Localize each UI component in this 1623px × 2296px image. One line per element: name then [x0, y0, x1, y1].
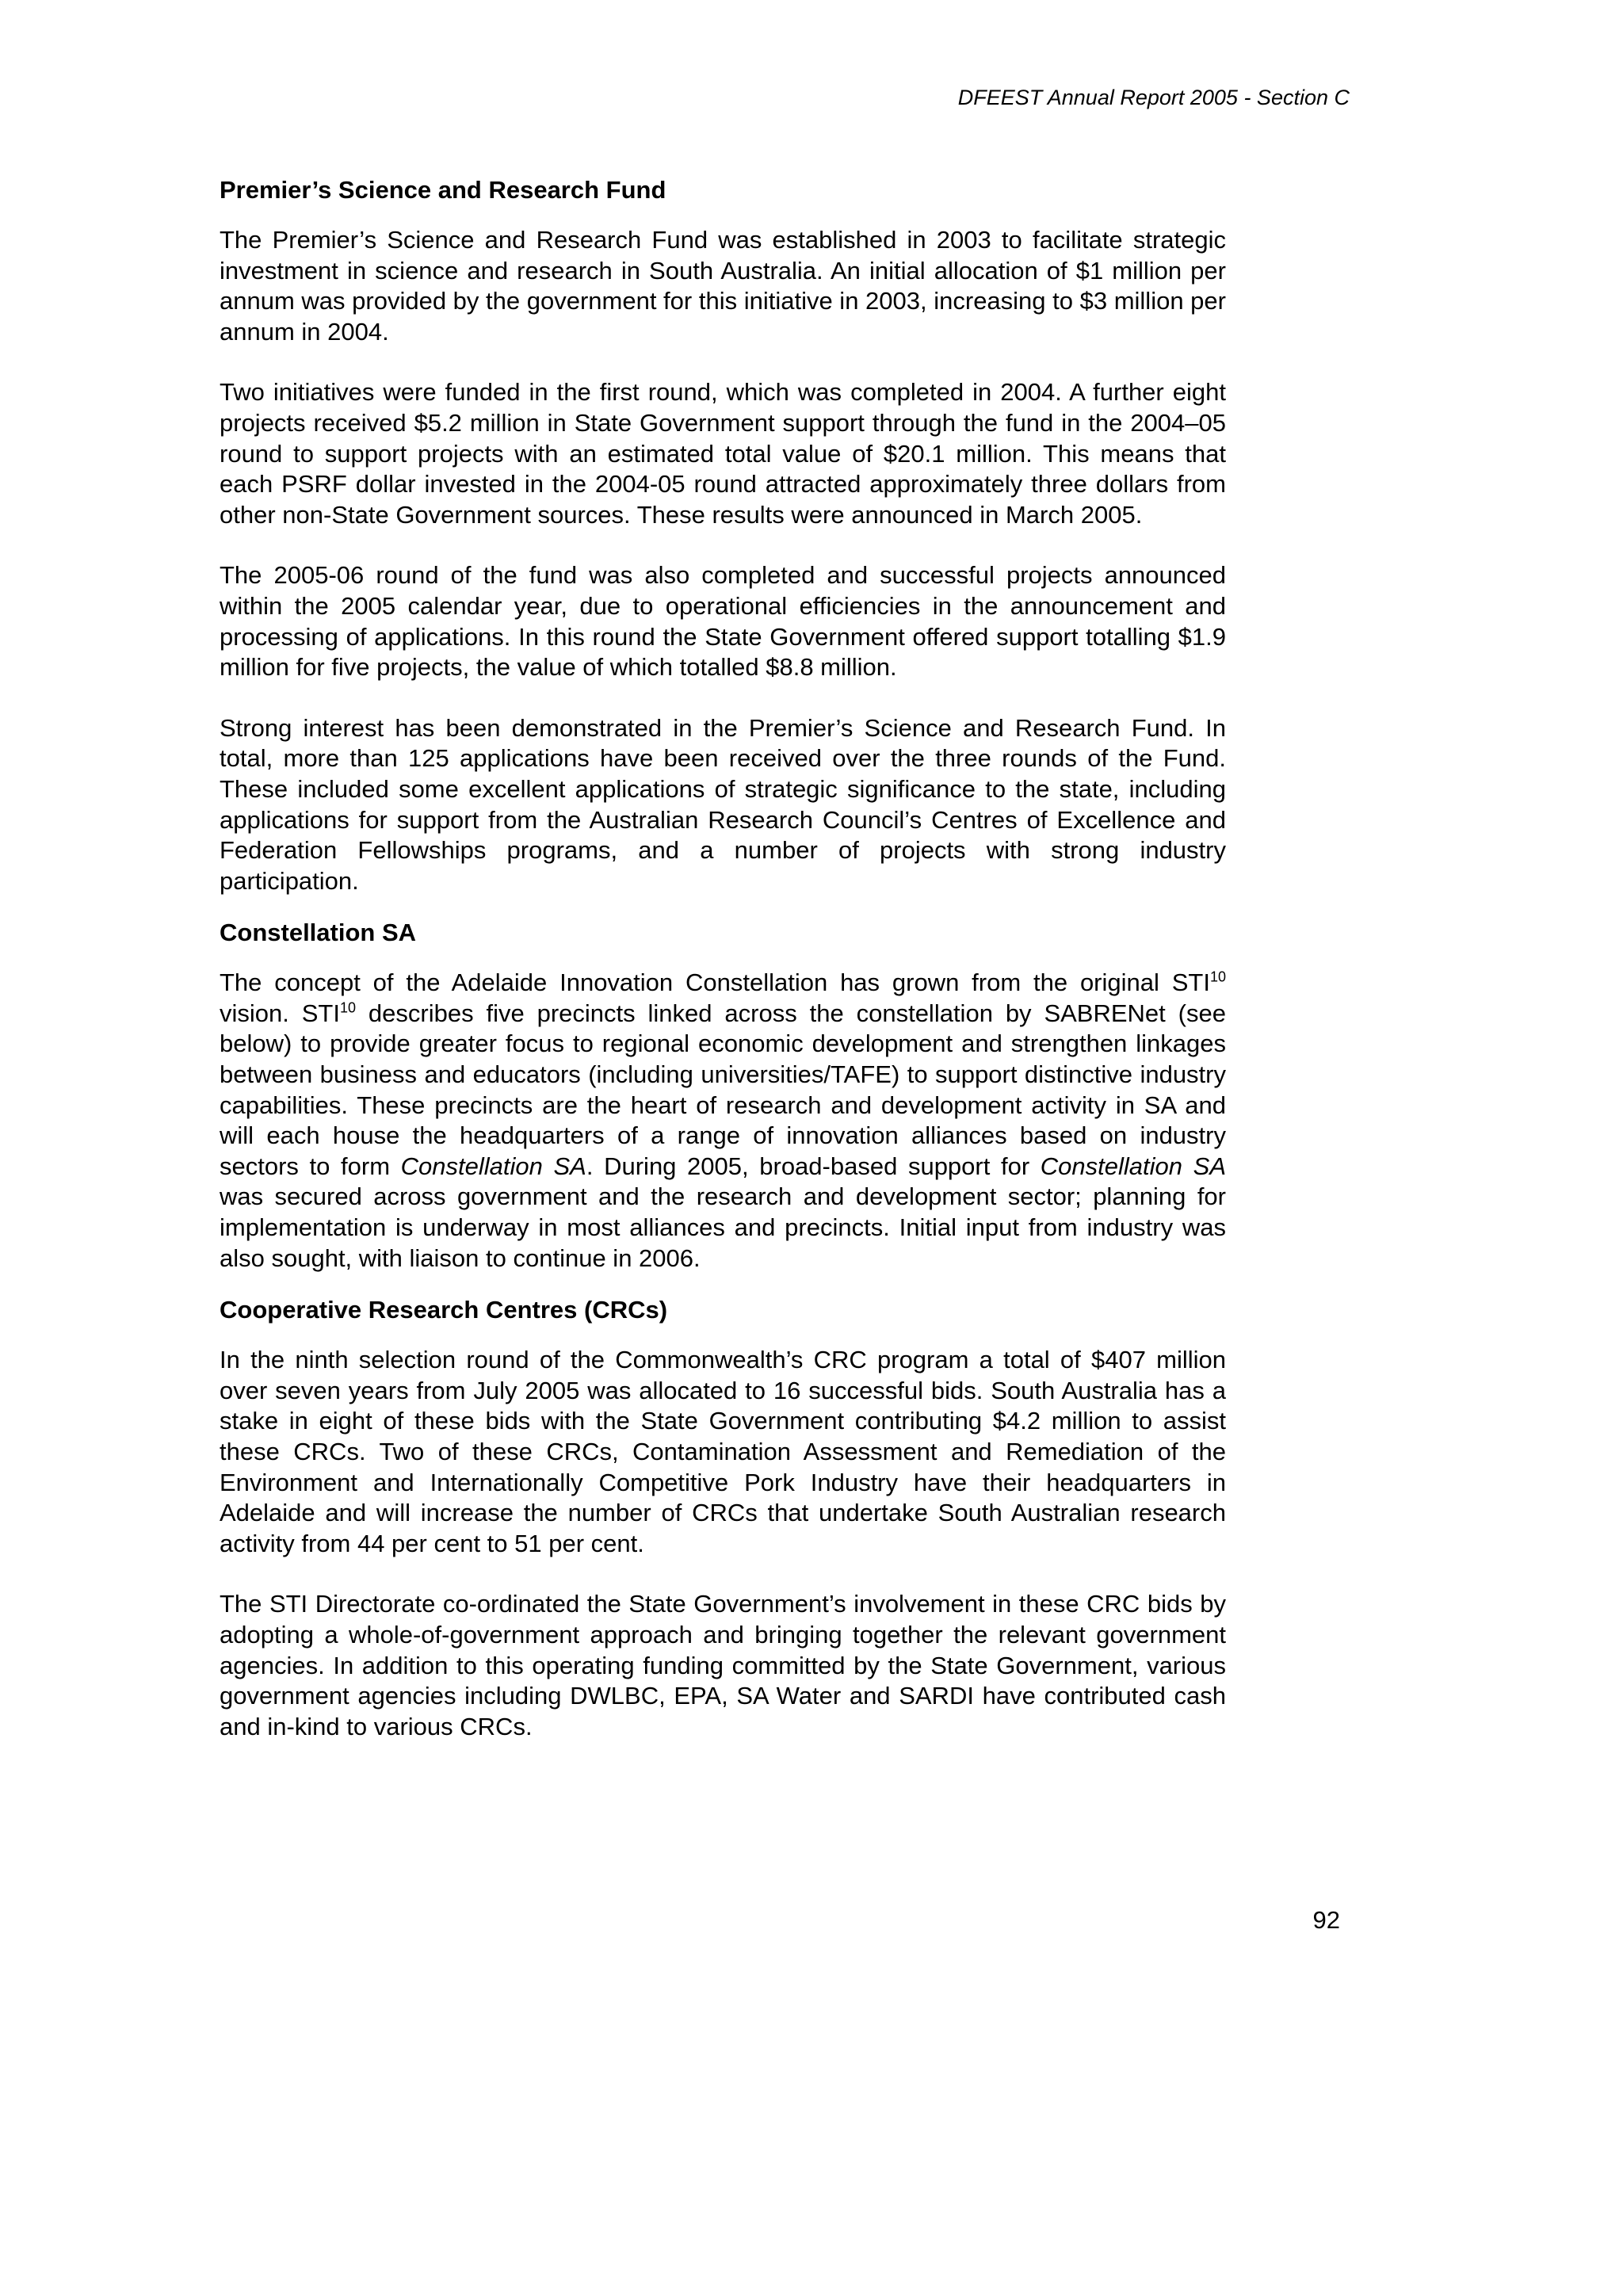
paragraph: The 2005-06 round of the fund was also completed and successful projects announced within the 2005 calendar year, due to operational efficiencies in the announcement and processing of applications. In this round the State Government offered support totalling $1.9 million for five projects, the value of which totalled $8.8 million.	[220, 561, 1226, 682]
footnote-ref: 10	[339, 999, 357, 1016]
text-run: describes five precincts linked across the constellation by SABRENet (see below) to provide greater focus to regional economic development and strengthen linkages between business and educators (including universities/TAFE) to support distinctive industry capabilities. These precincts are the heart of research and development activity in SA and will each house the headquarters of a range of innovation alliances based on industry sectors to form	[220, 999, 1226, 1180]
section-crcs	[220, 1294, 1226, 1742]
paragraph: The STI Directorate co-ordinated the State Government’s involvement in these CRC bids by adopting a whole-of-government approach and bringing together the relevant government agencies. In addition to this operating funding committed by the State Government, various government agencies including DWLBC, EPA, SA Water and SARDI have contributed cash and in-kind to various CRCs.	[220, 1590, 1226, 1740]
section-heading: Premier’s Science and Research Fund	[220, 176, 666, 204]
text-run: was secured across government and the research and development sector; planning for implementation is underway in most alliances and precincts. Initial input from industry was also sought, with liaison to continue in 2006.	[220, 1182, 1226, 1272]
paragraph: The Premier’s Science and Research Fund was established in 2003 to facilitate strategic investment in science and research in South Australia. An initial allocation of $1 million per annum was provided by the government for this initiative in 2003, increasing to $3 million per annum in 2004.	[220, 226, 1226, 346]
text-run: The concept of the Adelaide Innovation Constellation has grown from the original STI	[220, 968, 1210, 997]
italic-term: Constellation SA	[400, 1152, 586, 1180]
paragraph	[220, 968, 1226, 1274]
paragraph: In the ninth selection round of the Commonwealth’s CRC program a total of $407 million over seven years from July 2005 was allocated to 16 successful bids. South Australia has a stake in eight of these bids with the State Government contributing $4.2 million to assist these CRCs. Two of these CRCs, Contamination Assessment and Remediation of the Environment and Internationally Competitive Pork Industry have their headquarters in Adelaide and will increase the number of CRCs that undertake South Australian research activity from 44 per cent to 51 per cent.	[220, 1346, 1226, 1557]
section-heading: Cooperative Research Centres (CRCs)	[220, 1296, 668, 1324]
text-run: vision. STI	[220, 999, 340, 1027]
section-premiers-fund	[220, 174, 1226, 896]
running-header: DFEEST Annual Report 2005 - Section C	[957, 86, 1350, 109]
paragraph: Two initiatives were funded in the first round, which was completed in 2004. A further eight projects received $5.2 million in State Government support through the fund in the 2004–05 round to support projects with an estimated total value of $20.1 million. This means that each PSRF dollar invested in the 2004-05 round attracted approximately three dollars from other non-State Government sources. These results were announced in March 2005.	[220, 378, 1226, 529]
page-number: 92	[1312, 1906, 1340, 1934]
section-constellation-sa	[220, 917, 1226, 1274]
footnote-ref: 10	[1209, 968, 1226, 985]
section-heading: Constellation SA	[220, 919, 417, 947]
italic-term: Constellation SA	[1040, 1152, 1226, 1180]
text-run: . During 2005, broad-based support for	[586, 1152, 1041, 1180]
page-body	[220, 174, 1226, 1772]
paragraph: Strong interest has been demonstrated in the Premier’s Science and Research Fund. In total, more than 125 applications have been received over the three rounds of the Fund. These included some excellent applications of strategic significance to the state, including applications for support from the Australian Research Council’s Centres of Excellence and Federation Fellowships programs, and a number of projects with strong industry participation.	[220, 713, 1226, 895]
